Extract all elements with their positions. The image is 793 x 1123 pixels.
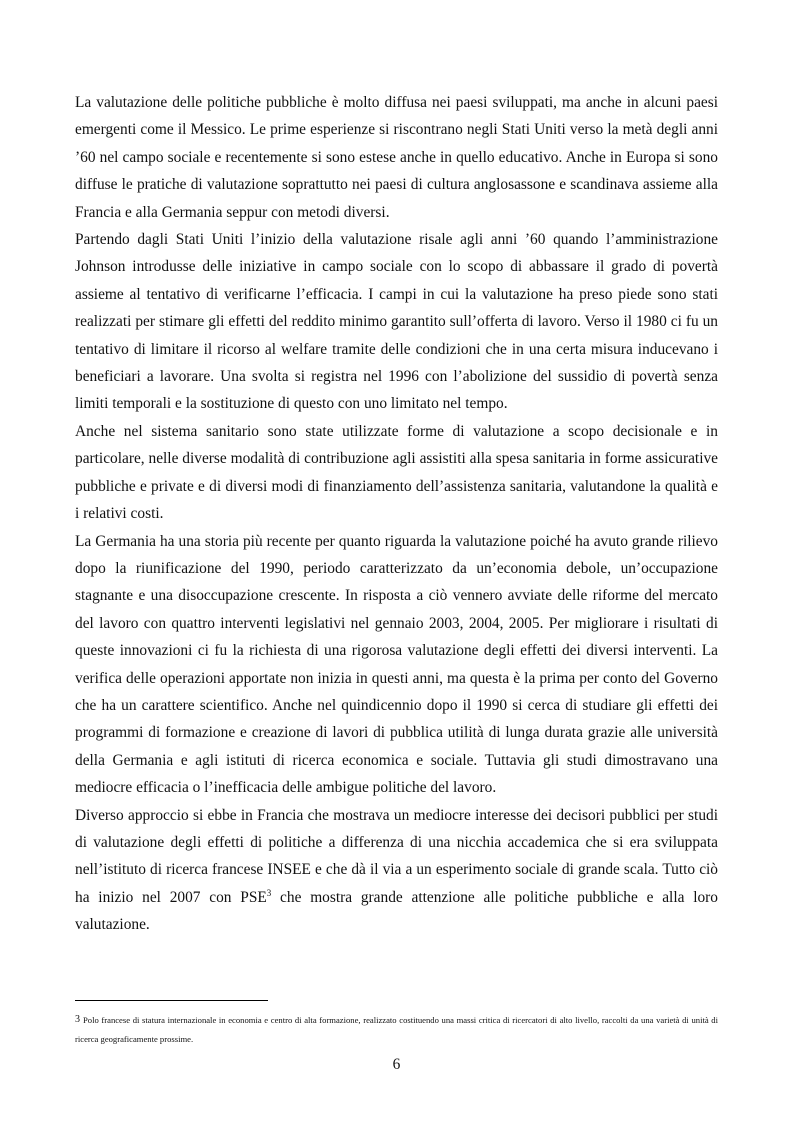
footnote-mark: 3 [75, 1014, 80, 1025]
paragraph-germany: La Germania ha una storia più recente per quanto riguarda la valutazione poiché ha avuto grande rilievo dopo la riunificazione del 1990, periodo caratterizzato da un’economia debole, un’occupazione stagnante e una disoccupazione crescente. In risposta a ciò vennero avviate delle riforme del mercato del lavoro con quattro interventi legislativi nel gennaio 2003, 2004, 2005. Per migliorare i risultati di queste innovazioni ci fu la richiesta di una rigorosa valutazione degli effetti dei diversi interventi. La verifica delle operazioni apportate non inizia in questi anni, ma questa è la prima per conto del Governo che ha un carattere scientifico. Anche nel quindicennio dopo il 1990 si cerca di studiare gli effetti dei programmi di formazione e creazione di lavori di pubblica utilità di lunga durata grazie alle università della Germania e agli istituti di ricerca economica e sociale. Tuttavia gli studi dimostravano una mediocre efficacia o l’inefficacia delle ambigue politiche del lavoro. [75, 532, 718, 797]
body-text [75, 89, 718, 939]
paragraph-united-states: Partendo dagli Stati Uniti l’inizio della valutazione risale agli anni ’60 quando l’amministrazione Johnson introdusse delle iniziative in campo sociale con lo scopo di abbassare il grado di povertà assieme al tentativo di verificarne l’efficacia. I campi in cui la valutazione ha preso piede sono stati realizzati per stimare gli effetti del reddito minimo garantito sull’offerta di lavoro. Verso il 1980 ci fu un tentativo di limitare il ricorso al welfare tramite delle condizioni che in una certa misura inducevano i beneficiari a lavorare. Una svolta si registra nel 1996 con l’abolizione del sussidio di povertà senza limiti temporali e la sostituzione di questo con uno limitato nel tempo. [75, 231, 718, 413]
paragraph-france-text-end: che mostra grande attenzione alle politiche pubbliche e alla loro valutazione. [75, 888, 718, 934]
paragraph-france [75, 802, 718, 939]
footnote [75, 1011, 718, 1049]
page-number: 6 [392, 1056, 401, 1073]
footnote-text: Polo francese di statura internazionale in economia e centro di alta formazione, realizzato costituendo una massi critica di ricercatori di alto livello, raccolti da una varietà di unità di ricerca geograficamente prossime. [75, 1015, 718, 1044]
paragraph-france-text: Diverso approccio si ebbe in Francia che mostrava un mediocre interesse dei decisori pubblici per studi di valutazione degli effetti di politiche a differenza di una nicchia accademica che si era sviluppata nell’istituto di ricerca francese INSEE e che dà il via a un esperimento sociale di grande scala. Tutto ciò ha inizio nel 2007 con PSE [75, 806, 718, 906]
footnote-divider [75, 1000, 268, 1001]
paragraph-usa-overview: La valutazione delle politiche pubbliche è molto diffusa nei paesi sviluppati, ma anche in alcuni paesi emergenti come il Messico. Le prime esperienze si riscontrano negli Stati Uniti verso la metà degli anni ’60 nel campo sociale e recentemente si sono estese anche in quello educativo. Anche in Europa si sono diffuse le pratiche di valutazione soprattutto nei paesi di cultura anglosassone e scandinava assieme alla Francia e alla Germania seppur con metodi diversi. [75, 94, 718, 221]
paragraph-health-system: Anche nel sistema sanitario sono state utilizzate forme di valutazione a scopo decisionale e in particolare, nelle diverse modalità di contribuzione agli assistiti alla spesa sanitaria in forme assicurative pubbliche e private e di diversi modi di finanziamento dell’assistenza sanitaria, valutandone la qualità e i relativi costi. [75, 422, 718, 523]
footnote-reference: 3 [266, 887, 272, 898]
